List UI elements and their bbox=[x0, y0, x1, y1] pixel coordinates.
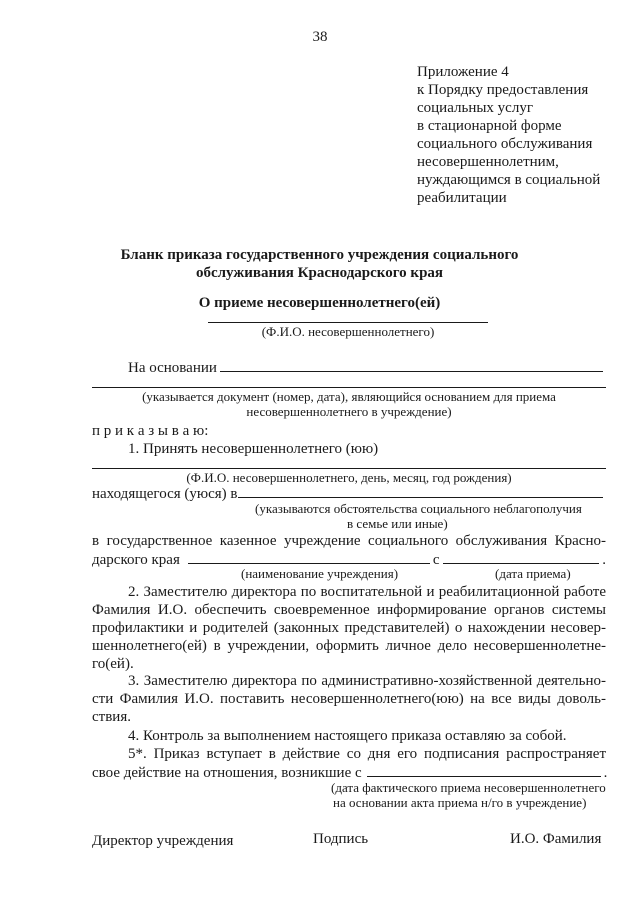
item1-text: 1. Принять несовершеннолетнего (юю) bbox=[128, 441, 379, 457]
basis-blank-line2[interactable] bbox=[92, 387, 606, 388]
date-caption: (дата приема) bbox=[495, 566, 571, 581]
basis-row bbox=[128, 358, 606, 377]
appendix-line: социального обслуживания bbox=[417, 136, 593, 152]
appendix-line: в стационарной форме bbox=[417, 118, 562, 134]
located-caption-line2: в семье или иные) bbox=[347, 516, 448, 531]
appendix-line: нуждающимся в социальной bbox=[417, 172, 601, 188]
item5-line: 5*. Приказ вступает в действие со дня его подписания распространяет bbox=[128, 746, 606, 762]
appendix-line: реабилитации bbox=[417, 190, 507, 206]
institution-caption: (наименование учреждения) bbox=[241, 566, 399, 581]
item2-line: Фамилия И.О. обеспечить своевременное информирование органов системы bbox=[92, 602, 606, 618]
institution-blank[interactable] bbox=[188, 550, 430, 564]
institution-line: в государственное казенное учреждение социального обслуживания Красно- bbox=[92, 533, 606, 549]
appendix-line: несовершеннолетним, bbox=[417, 154, 559, 170]
item5-date-blank[interactable] bbox=[367, 763, 601, 777]
located-caption-line1: (указываются обстоятельства социального неблагополучия bbox=[255, 501, 582, 516]
item3-line: сти Фамилия И.О. поставить несовершеннолетнего(юю) на все виды доволь- bbox=[92, 691, 606, 707]
item5-caption-line2: на основании акта приема н/го в учреждение) bbox=[333, 795, 587, 810]
form-subtitle: О приеме несовершеннолетнего(ей) bbox=[198, 295, 441, 311]
appendix-line: Приложение 4 bbox=[417, 64, 509, 80]
basis-label: На основании bbox=[128, 360, 217, 376]
located-blank[interactable] bbox=[238, 484, 603, 498]
item2-line: 2. Заместителю директора по воспитательной и реабилитационной работе bbox=[128, 584, 606, 600]
basis-blank[interactable] bbox=[220, 358, 603, 372]
order-word: п р и к а з ы в а ю: bbox=[92, 423, 209, 439]
item3-line: ствия. bbox=[92, 709, 131, 725]
item5-caption-line1: (дата фактического приема несовершеннолетнего bbox=[331, 780, 606, 795]
period: . bbox=[602, 552, 606, 568]
appendix-block bbox=[417, 63, 600, 207]
item1-blank-line[interactable] bbox=[92, 468, 606, 469]
form-title-line2: обслуживания Краснодарского края bbox=[195, 265, 444, 281]
region-label: дарского края bbox=[92, 552, 180, 568]
form-title-line1: Бланк приказа государственного учреждения социального bbox=[120, 247, 519, 263]
director-name: И.О. Фамилия bbox=[510, 831, 602, 847]
signature-label: Подпись bbox=[313, 831, 369, 847]
item2-line: профилактики и родителей (законных представителей) о нахождении несовер- bbox=[92, 620, 606, 636]
appendix-line: социальных услуг bbox=[417, 100, 533, 116]
basis-caption-line2: несовершеннолетнего в учреждение) bbox=[246, 404, 452, 419]
appendix-line: к Порядку предоставления bbox=[417, 82, 589, 98]
from-label: с bbox=[432, 552, 440, 568]
item1-caption: (Ф.И.О. несовершеннолетнего, день, месяц, год рождения) bbox=[186, 470, 512, 485]
item5-period: . bbox=[603, 765, 608, 781]
located-label: находящегося (уюся) в bbox=[92, 486, 238, 502]
item2-line: го(ей). bbox=[92, 656, 134, 672]
item5-line: свое действие на отношения, возникшие с bbox=[92, 765, 362, 781]
item4-text: 4. Контроль за выполнением настоящего приказа оставляю за собой. bbox=[128, 728, 567, 744]
item3-line: 3. Заместителю директора по административно-хозяйственной деятельно- bbox=[128, 673, 606, 689]
director-label: Директор учреждения bbox=[92, 833, 234, 849]
basis-caption-line1: (указывается документ (номер, дата), являющийся основанием для приема bbox=[142, 389, 556, 404]
page-number: 38 bbox=[312, 29, 328, 45]
fio-blank-line[interactable] bbox=[208, 322, 488, 323]
date-blank[interactable] bbox=[443, 550, 600, 564]
item2-line: шеннолетнего(ей) в учреждении, оформить личное дело несовершеннолетне- bbox=[92, 638, 606, 654]
fio-caption: (Ф.И.О. несовершеннолетнего) bbox=[261, 324, 435, 339]
